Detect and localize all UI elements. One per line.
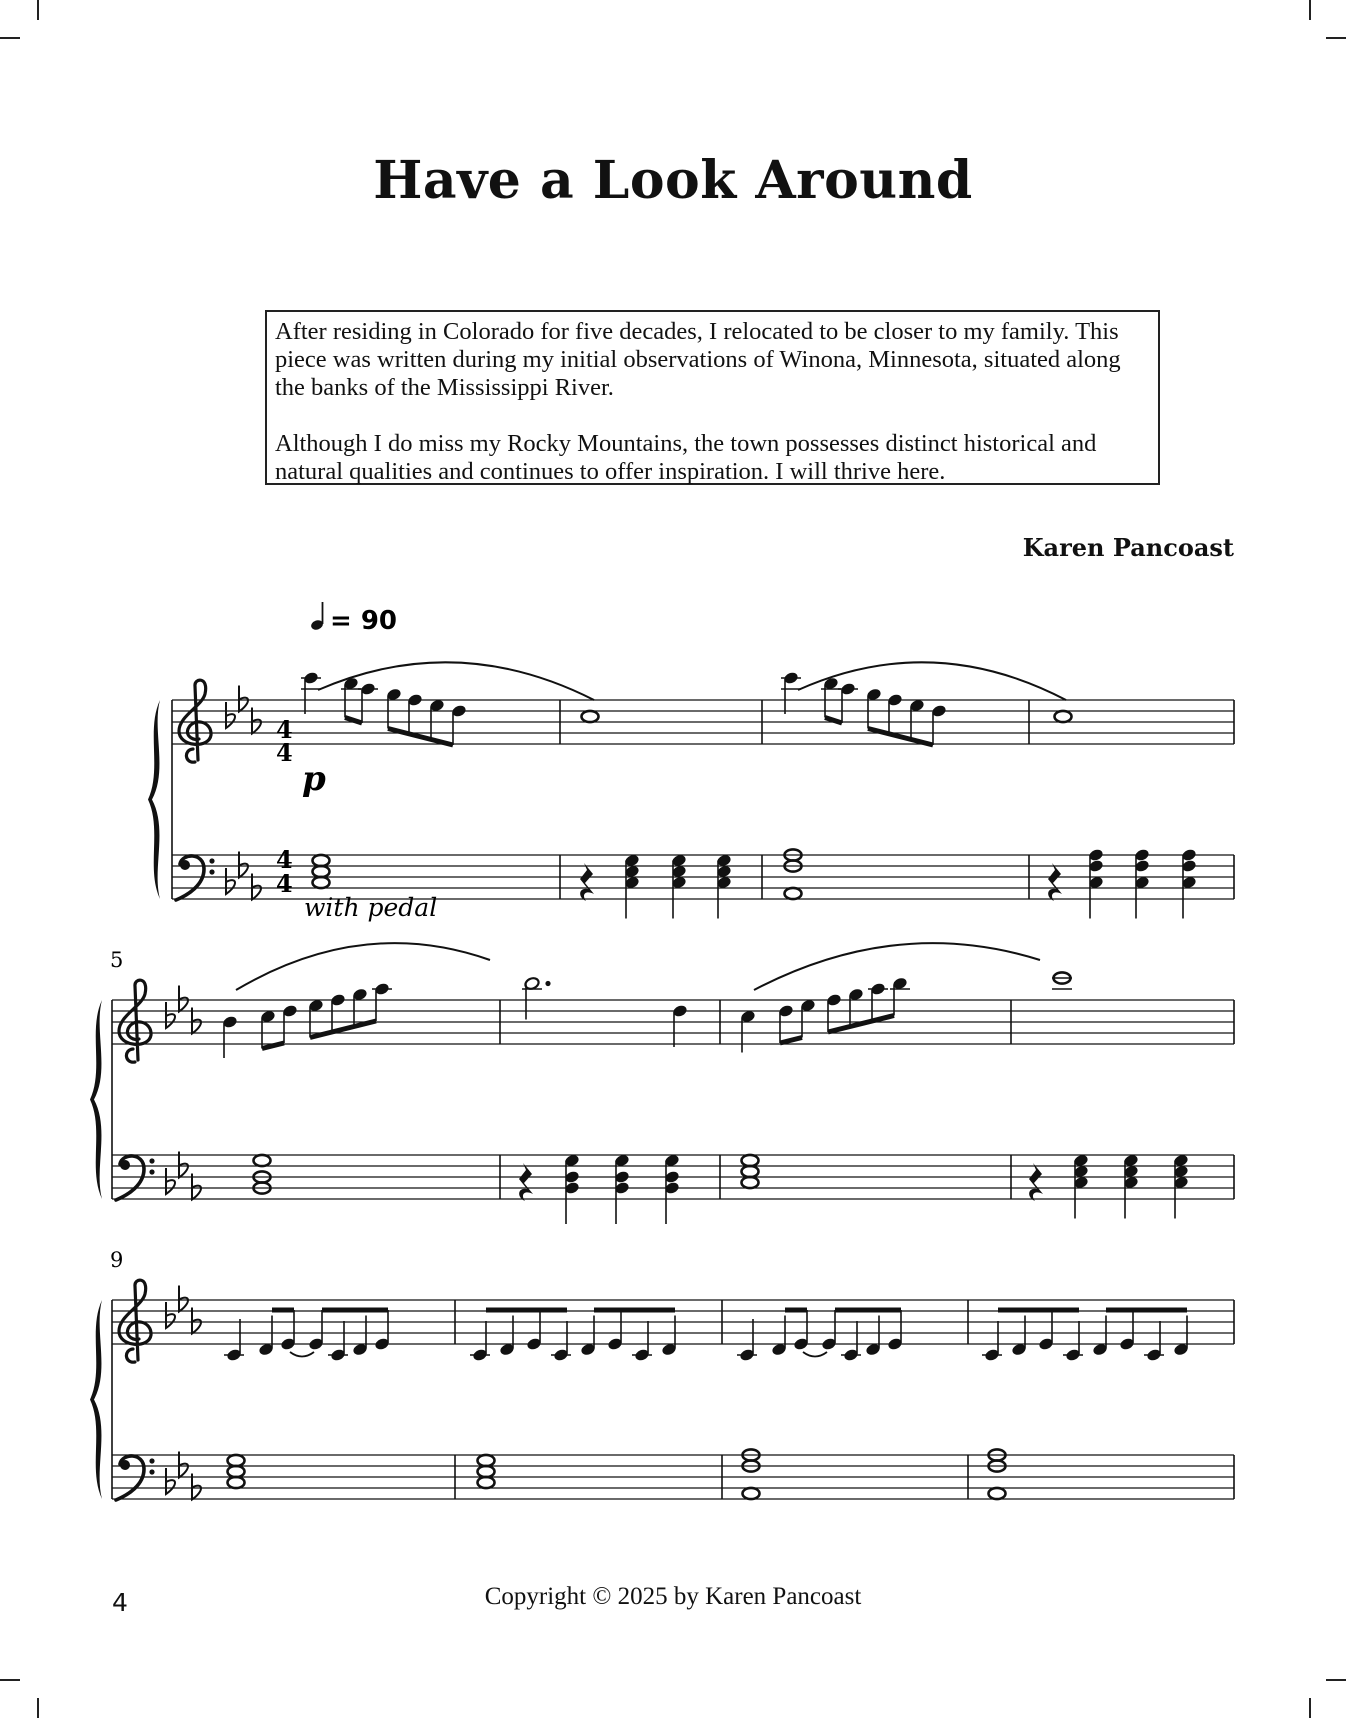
bass-clef-dot xyxy=(149,1169,154,1174)
whole-note-head xyxy=(313,877,330,888)
whole-note-head xyxy=(743,1488,760,1499)
score-notation xyxy=(90,662,1234,1500)
whole-note-head xyxy=(313,855,330,866)
flat-sign xyxy=(166,1468,175,1494)
note-beam xyxy=(310,1021,376,1038)
quarter-rest xyxy=(1029,1163,1043,1201)
dynamic-marking: p xyxy=(302,759,326,799)
quarter-rest xyxy=(519,1163,533,1201)
note-beam xyxy=(828,1016,894,1033)
whole-note-head xyxy=(313,866,330,877)
note-beam xyxy=(388,729,453,746)
time-signature-bass xyxy=(276,845,293,898)
whole-note-head xyxy=(742,1166,759,1177)
note-beam xyxy=(868,729,933,746)
flat-sign xyxy=(166,1168,175,1194)
slur xyxy=(236,943,490,990)
bass-clef-dot xyxy=(209,858,214,863)
measure-number-5: 5 xyxy=(110,948,124,972)
time-signature-bottom: 4 xyxy=(276,738,293,767)
pedal-instruction: with pedal xyxy=(304,893,438,922)
flat-sign xyxy=(166,1002,175,1028)
augmentation-dot xyxy=(545,981,550,986)
bass-clef-icon xyxy=(116,1156,144,1200)
tempo-text: = 90 xyxy=(330,606,398,636)
page-number: 4 xyxy=(112,1588,128,1617)
whole-note-head xyxy=(742,1155,759,1166)
treble-clef-icon xyxy=(179,680,211,762)
brace-icon xyxy=(90,1000,102,1199)
flat-sign xyxy=(226,702,235,728)
whole-note-head xyxy=(254,1155,271,1166)
brace-icon xyxy=(90,1300,102,1499)
whole-note-head xyxy=(228,1466,245,1477)
slur xyxy=(798,662,1066,700)
bass-clef-dot xyxy=(149,1458,154,1463)
bass-clef-dot xyxy=(120,1460,130,1470)
page-title: Have a Look Around xyxy=(373,150,973,211)
measure-number-9: 9 xyxy=(110,1248,124,1272)
flat-sign xyxy=(179,1286,188,1312)
bass-clef-icon xyxy=(176,856,204,900)
composer-name: Karen Pancoast xyxy=(1022,533,1234,562)
whole-note-head xyxy=(228,1477,245,1488)
whole-note-head xyxy=(478,1466,495,1477)
copyright-notice: Copyright © 2025 by Karen Pancoast xyxy=(484,1583,862,1610)
bass-clef-dot xyxy=(209,869,214,874)
bass-clef-dot xyxy=(149,1469,154,1474)
intro-paragraph-2: Although I do miss my Rocky Mountains, the town possesses distinct historical and natural qualities and continues to offer inspiration. I will thrive here. xyxy=(275,430,1097,485)
whole-note-head xyxy=(478,1455,495,1466)
whole-note-head xyxy=(582,711,599,722)
tie xyxy=(803,1352,827,1357)
tempo-marking xyxy=(310,602,397,636)
time-signature-top: 4 xyxy=(276,715,293,744)
slur xyxy=(318,662,594,700)
intro-paragraph-1: After residing in Colorado for five decades, I relocated to be closer to my family. This piece was written during my initial observations of Winona, Minnesota, situated along the banks of the Mississippi River. xyxy=(275,318,1121,401)
bass-clef-icon xyxy=(116,1456,144,1500)
brace-icon xyxy=(148,700,160,899)
bass-clef-dot xyxy=(120,1160,130,1170)
whole-note-head xyxy=(742,1177,759,1188)
time-signature-treble xyxy=(276,715,293,767)
quarter-rest xyxy=(1048,863,1062,901)
whole-note-head xyxy=(1055,711,1072,722)
flat-sign xyxy=(166,1302,175,1328)
flat-sign xyxy=(226,868,235,894)
treble-clef-icon xyxy=(119,980,151,1062)
quarter-rest xyxy=(580,863,594,901)
whole-note-head xyxy=(989,1488,1006,1499)
whole-note-head xyxy=(478,1477,495,1488)
whole-note-head xyxy=(785,888,802,899)
bass-clef-dot xyxy=(149,1158,154,1163)
bass-clef-dot xyxy=(180,860,190,870)
flat-sign xyxy=(239,686,248,712)
tie xyxy=(290,1352,314,1357)
note-beam xyxy=(780,1038,802,1044)
time-signature-bottom: 4 xyxy=(276,869,293,898)
flat-sign xyxy=(179,986,188,1012)
time-signature-top: 4 xyxy=(276,845,293,874)
whole-note-head xyxy=(228,1455,245,1466)
treble-clef-icon xyxy=(119,1280,151,1362)
